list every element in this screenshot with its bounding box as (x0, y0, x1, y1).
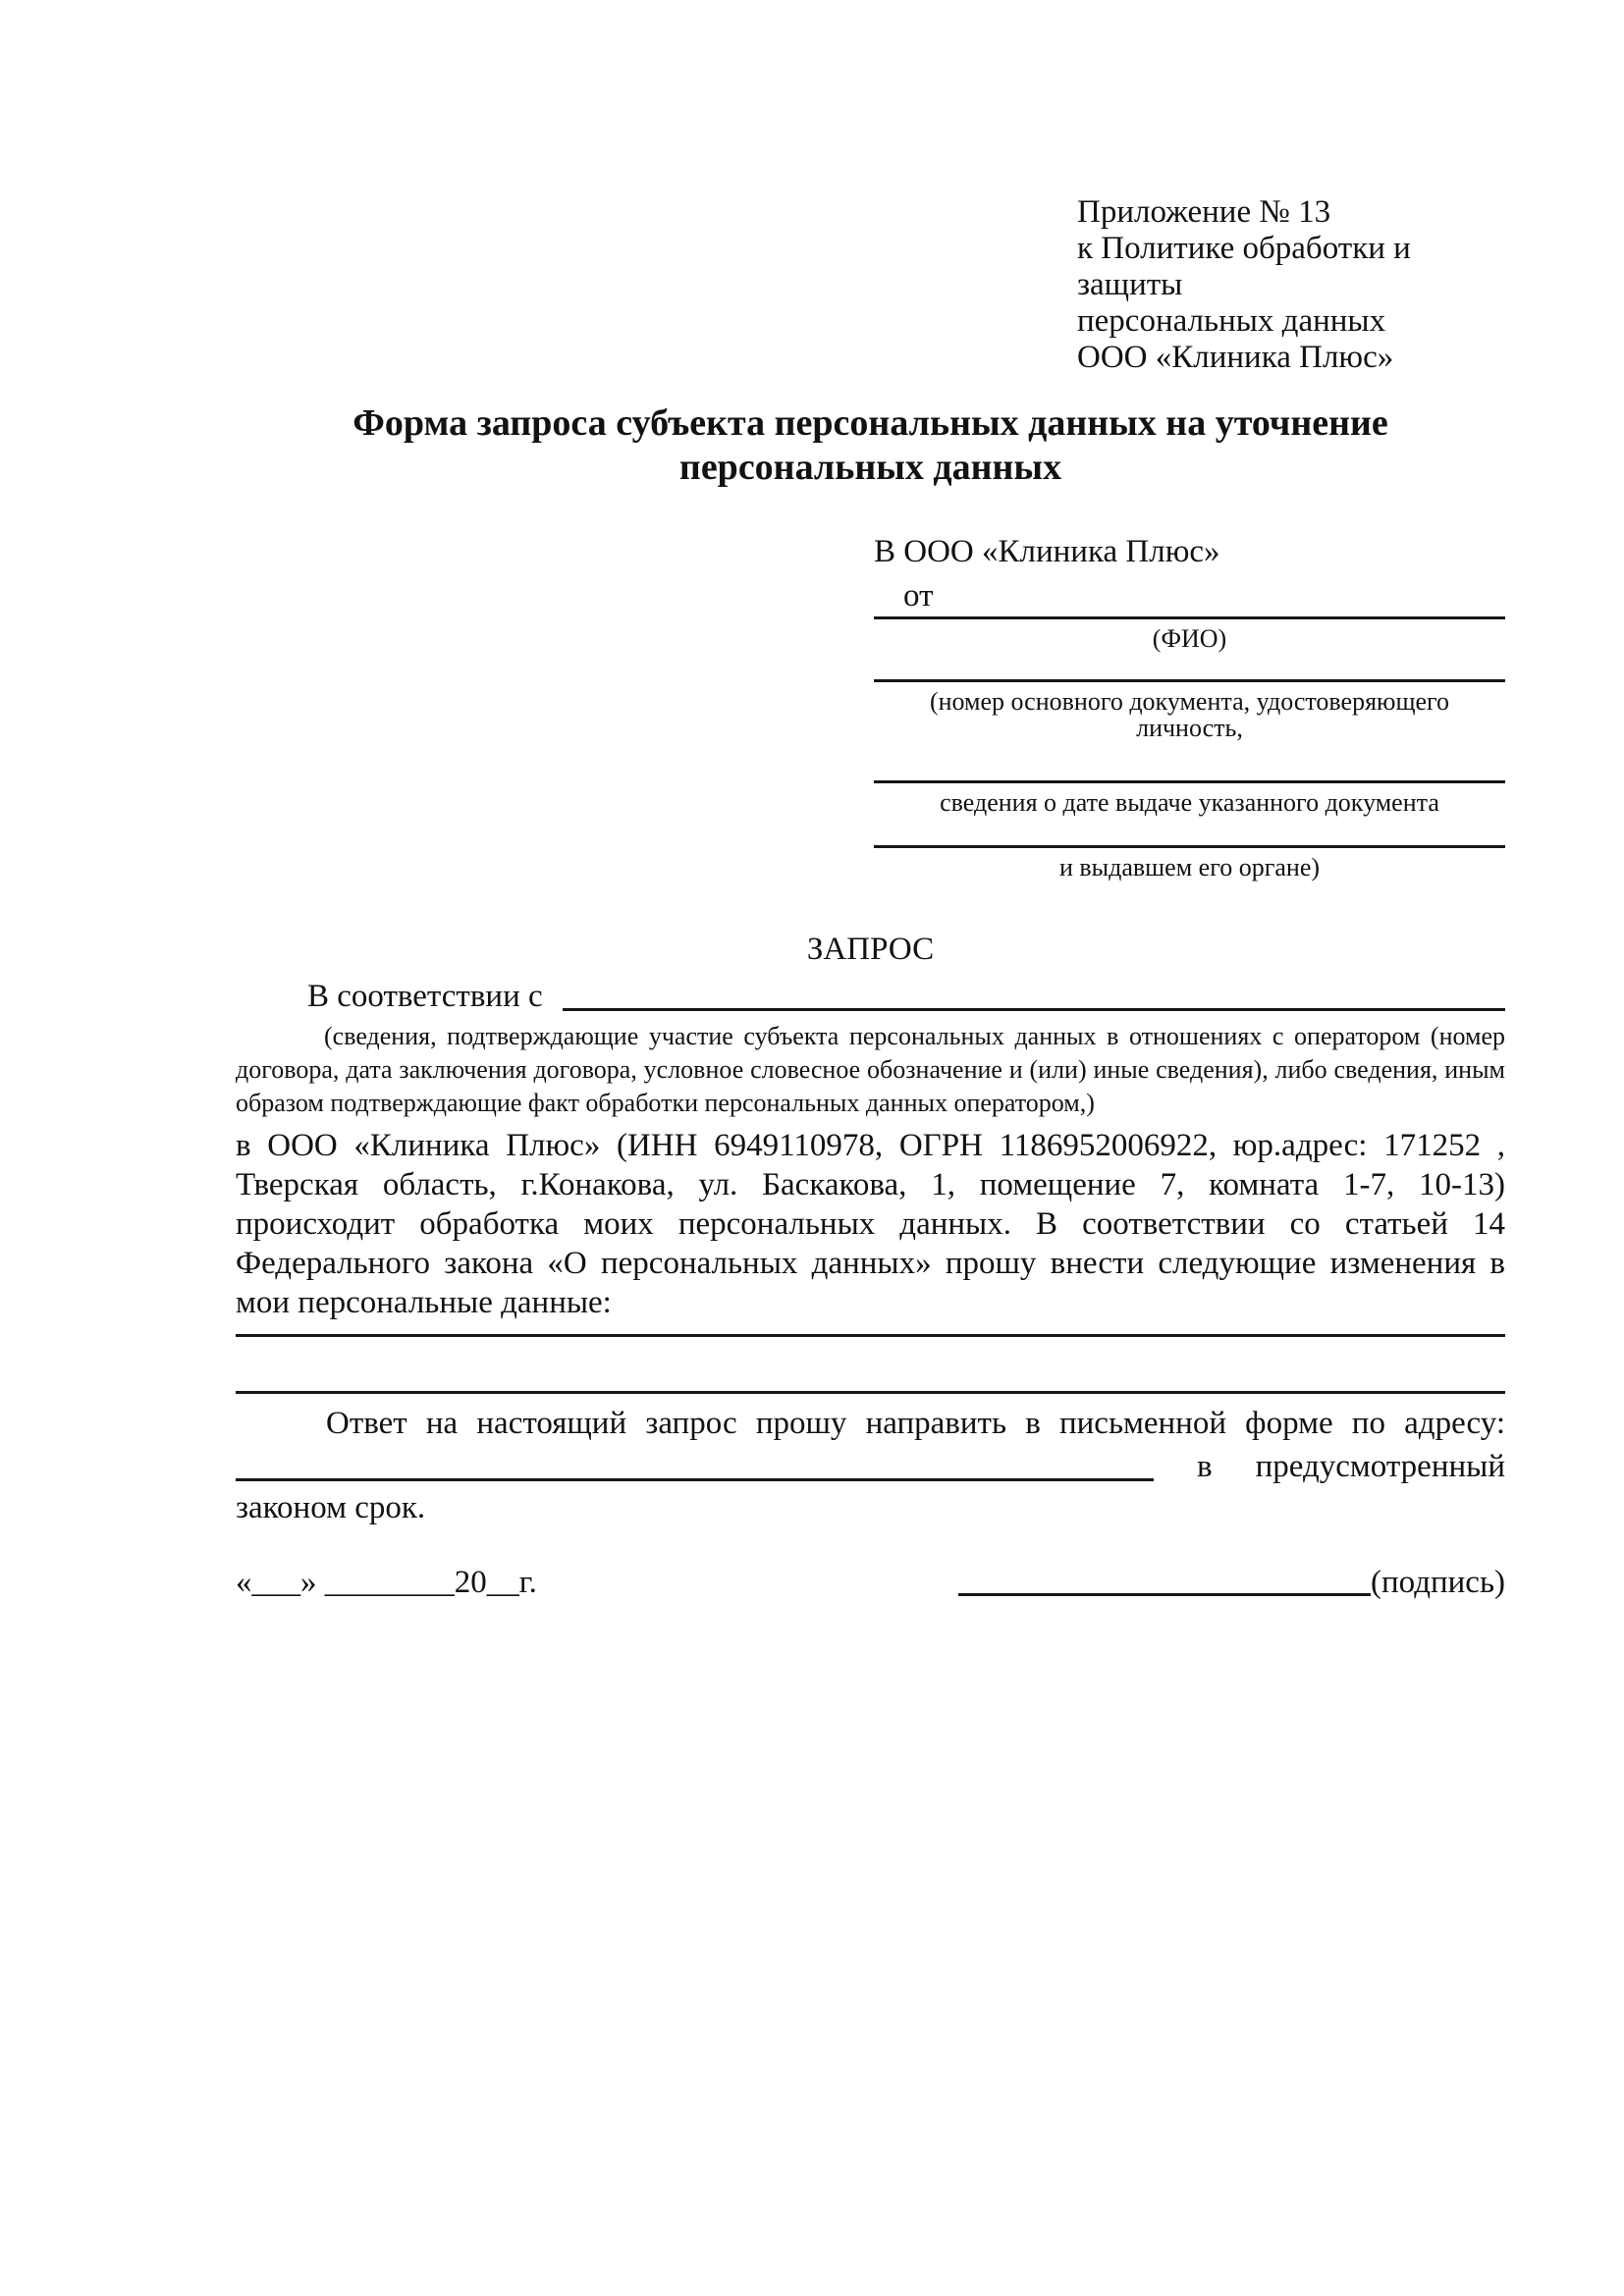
issue-date-caption: сведения о дате выдаче указанного документа (940, 788, 1439, 817)
document-number-field (874, 652, 1505, 741)
signature-group (958, 1563, 1505, 1602)
request-body-paragraph: в ООО «Клиника Плюс» (ИНН 6949110978, ОГРН 1186952006922, юр.адрес: 171252 , Тверская область, г.Конакова, ул. Баскакова, 1, помещение 7, комната 1-7, 10-13) происходит обработка моих персональных данных. В соответствии со статьей 14 Федерального закона «О персональных данных» прошу внести следующие изменения в мои персональные данные: (236, 1128, 1505, 1320)
issuing-authority-caption: и выдавшем его органе) (1058, 853, 1321, 881)
addressee-from-label: от (903, 578, 934, 614)
changes-fill-line-2 (236, 1337, 1505, 1394)
date-fill: «___» ________20__г. (236, 1565, 537, 1600)
fio-caption: (ФИО) (1152, 624, 1227, 653)
appendix-line-2: к Политике обработки и защиты (1077, 231, 1411, 302)
reply-address-row (236, 1443, 1505, 1486)
issue-date-field (874, 741, 1505, 816)
issue-date-fill-line (874, 741, 1505, 783)
fio-fill-line (874, 614, 1505, 619)
addressee-block (874, 533, 1505, 881)
document-number-fill-line (874, 652, 1505, 682)
accordance-row (236, 975, 1505, 1016)
signature-row (236, 1563, 1505, 1602)
appendix-line-3: персональных данных (1077, 303, 1386, 339)
reply-word-predusmotrenny: предусмотренный (1255, 1449, 1505, 1484)
appendix-header (1077, 194, 1505, 376)
accordance-footnote: (сведения, подтверждающие участие субъекта персональных данных в отношениях с оператором (номер договора, дата заключения договора, условное словесное обозначение и (или) иные сведения), либо сведения, иным образом подтверждающие факт обработки персональных данных оператором,) (236, 1022, 1505, 1117)
request-heading: ЗАПРОС (806, 932, 935, 967)
issuing-authority-field (874, 816, 1505, 881)
reply-request-line: Ответ на настоящий запрос прошу направить в письменной форме по адресу: (326, 1406, 1505, 1441)
page-title-line-1: Форма запроса субъекта персональных данных на уточнение (352, 402, 1388, 444)
signature-fill-line (958, 1593, 1371, 1596)
appendix-line-4: ООО «Клиника Плюс» (1077, 340, 1394, 375)
changes-fill-line-1 (236, 1322, 1505, 1337)
reply-tail: законом срок. (236, 1490, 426, 1525)
appendix-line-1: Приложение № 13 (1077, 194, 1331, 230)
accordance-label: В соответствии с (307, 979, 551, 1014)
page-title-line-2: персональных данных (678, 447, 1062, 488)
issuing-authority-fill-line (874, 816, 1505, 848)
signature-caption: (подпись) (1371, 1565, 1505, 1600)
reply-word-v: в (1197, 1449, 1213, 1484)
document-number-caption: (номер основного документа, удостоверяющего личность, (929, 687, 1450, 742)
addressee-organization: В ООО «Клиника Плюс» (874, 534, 1220, 569)
reply-address-fill-line (236, 1478, 1154, 1481)
page-title (236, 401, 1505, 490)
accordance-fill-line (563, 1008, 1505, 1011)
fio-field (874, 614, 1505, 652)
